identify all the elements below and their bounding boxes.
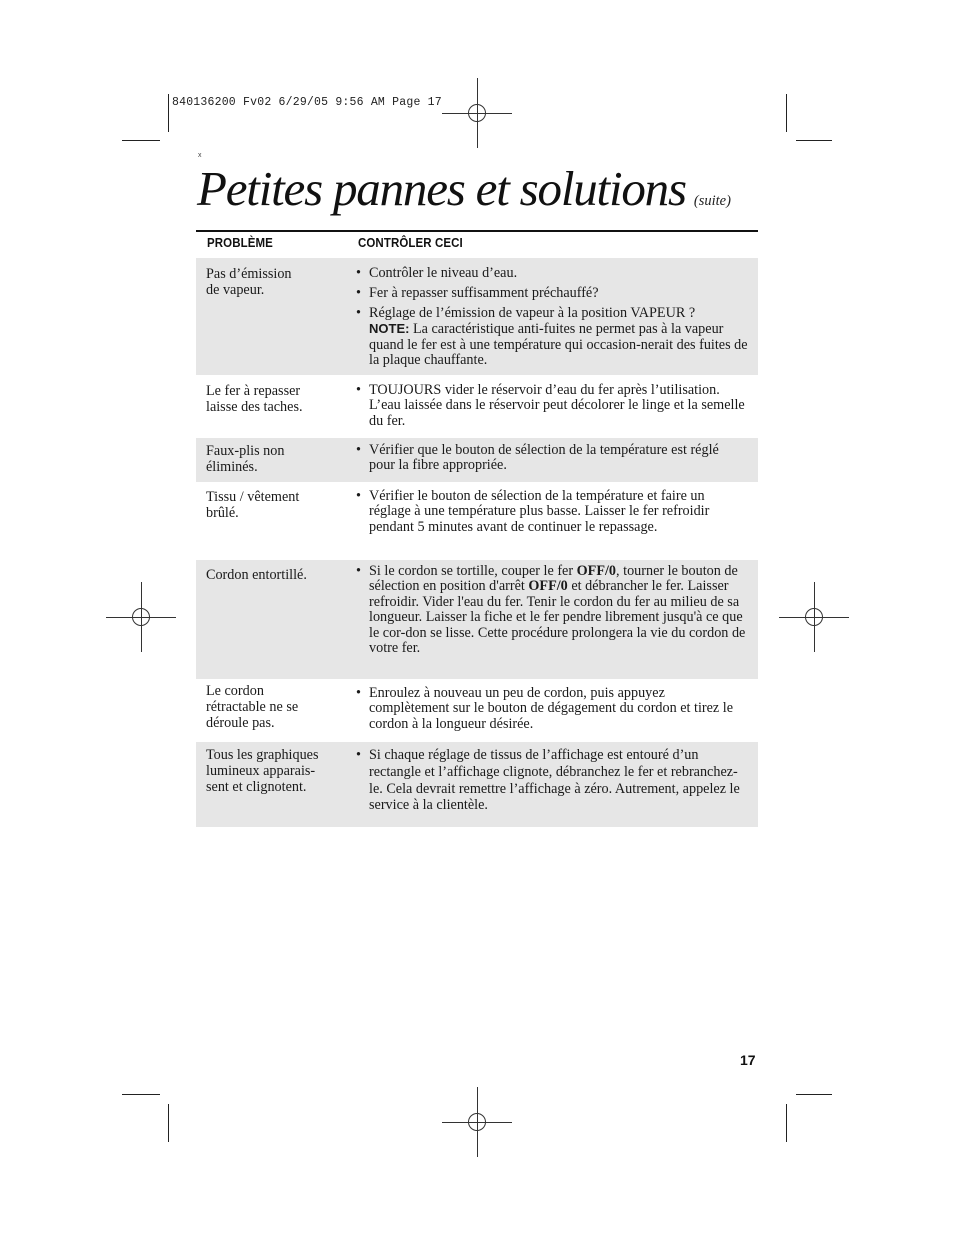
note-text: La caractéristique anti-fuites ne permet pas à la vapeur quand le fer est à une température qui occasion-nerait des fuites de la plaque chauffante. (369, 321, 748, 369)
registration-mark-right (779, 582, 849, 652)
note-label: NOTE: (369, 321, 410, 337)
check-list (356, 383, 748, 434)
title-main: Petites pannes et solutions (197, 161, 686, 216)
table-row (196, 375, 758, 438)
small-mark: x (198, 152, 202, 159)
page-title (197, 160, 731, 217)
header-problem: PROBLÈME (207, 236, 273, 250)
check-list (356, 686, 748, 737)
crop-mark (786, 1104, 787, 1142)
table-row (196, 560, 758, 679)
check-list (356, 747, 748, 819)
crop-mark (168, 1104, 169, 1142)
table-row (196, 258, 758, 375)
check-item: • Si chaque réglage de tissus de l’affichage est entouré d’un rectangle et l’affichage clignote, débranchez le fer et rebranchez-le. Cela devrait remettre l’affichage à zéro. Autrement, appelez le service à la clientèle. (356, 747, 740, 814)
problem-text: Tous les graphiques lumineux apparais- sent et clignotent. (206, 747, 319, 796)
check-item: • Vérifier que le bouton de sélection de la température est réglé pour la fibre appropriée. (356, 442, 719, 474)
printer-slug: 840136200 Fv02 6/29/05 9:56 AM Page 17 (172, 96, 442, 109)
check-item: • Réglage de l’émission de vapeur à la position VAPEUR ? NOTE: La caractéristique anti-fuites ne permet pas à la vapeur quand le fer est à une température qui occasion-nerait des fuites de la plaque chauffante. (356, 304, 748, 369)
check-item: • Fer à repasser suffisamment préchauffé? (356, 284, 599, 301)
check-item: • Vérifier le bouton de sélection de la température et faire un réglage à une température plus basse. Laisser le fer refroidir pendant 5 minutes avant de continuer le repassage. (356, 488, 710, 535)
check-list (356, 443, 748, 478)
check-item: • Enroulez à nouveau un peu de cordon, puis appuyez complètement sur le bouton de dégagement du cordon et tirez le cordon à la longueur désirée. (356, 685, 734, 732)
crop-mark (122, 140, 160, 141)
off-key: OFF/0 (528, 578, 568, 595)
table-row (196, 742, 758, 827)
header-check: CONTRÔLER CECI (358, 236, 463, 250)
problem-text: Pas d’émission de vapeur. (206, 266, 292, 299)
header-rule (196, 230, 758, 232)
crop-mark (786, 94, 787, 132)
problem-text: Cordon entortillé. (206, 567, 307, 583)
title-suffix: (suite) (693, 193, 731, 209)
off-key: OFF/0 (576, 563, 617, 579)
problem-text: Le cordon rétractable ne se déroule pas. (206, 683, 299, 732)
crop-mark (168, 94, 169, 132)
crop-mark (796, 1094, 832, 1095)
problem-text: Tissu / vêtement brûlé. (206, 489, 300, 522)
check-list (356, 266, 748, 373)
check-list (356, 564, 748, 661)
table-row (196, 482, 758, 560)
registration-mark-top (442, 78, 512, 148)
check-item: • Si le cordon se tortille, couper le fer OFF/0, tourner le bouton de sélection en position d'arrêt OFF/0 et débrancher le fer. Laisser refroidir. Vider l'eau du fer. Tenir le cordon du fer au milieu de sa longueur. Laisser la fiche et le fer pendre librement jusqu'à ce que le cor-don se lisse. Cette procédure prolongera la vie du cordon de votre fer. (356, 563, 746, 657)
registration-mark-bottom (442, 1087, 512, 1157)
check-item: • Contrôler le niveau d’eau. (356, 265, 518, 281)
check-item: • TOUJOURS vider le réservoir d’eau du fer après l’utilisation. L’eau laissée dans le réservoir peut décolorer le linge et la semelle du fer. (356, 382, 745, 429)
check-list (356, 489, 748, 540)
crop-mark (122, 1094, 160, 1095)
table-row (196, 438, 758, 482)
registration-mark-left (106, 582, 176, 652)
table-row (196, 679, 758, 742)
problem-text: Faux-plis non éliminés. (206, 443, 285, 476)
crop-mark (796, 140, 832, 141)
problem-text: Le fer à repasser laisse des taches. (206, 383, 303, 416)
page-number: 17 (740, 1052, 756, 1068)
